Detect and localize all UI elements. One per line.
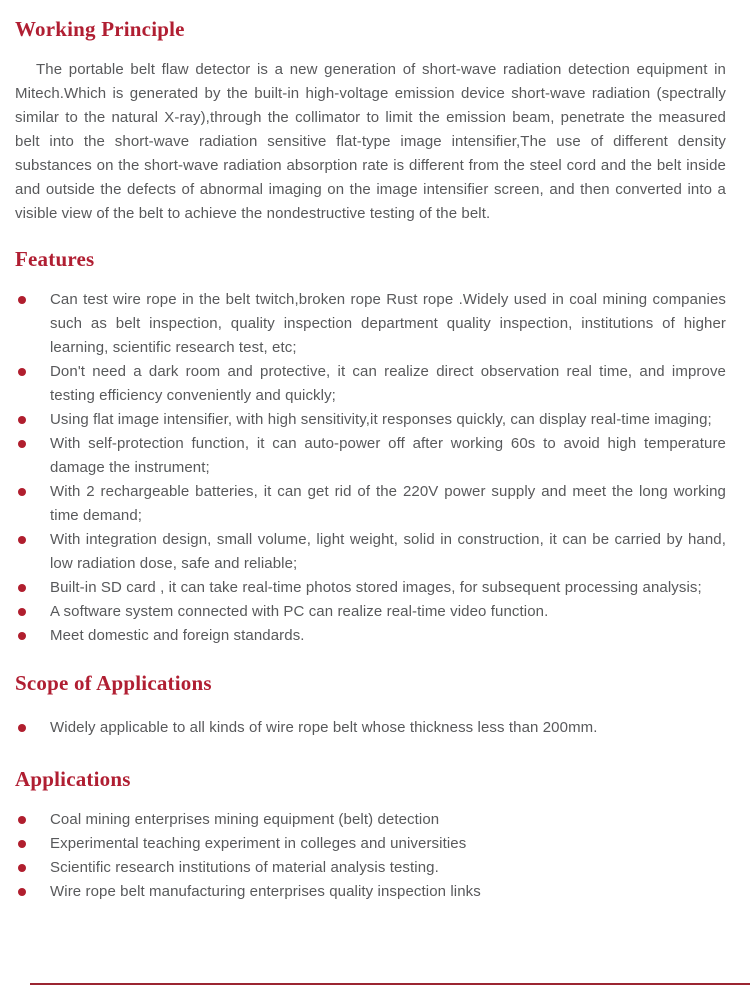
list-item [15, 528, 726, 576]
list-item [15, 432, 726, 480]
bottom-divider [30, 983, 750, 985]
list-item [15, 600, 726, 624]
section-heading-features: Features [15, 247, 95, 271]
bullet-icon [18, 864, 26, 872]
list-item-text: Widely applicable to all kinds of wire rope belt whose thickness less than 200mm. [50, 719, 598, 736]
bullet-icon [18, 536, 26, 544]
list-item [15, 716, 726, 740]
list-item-text: Experimental teaching experiment in colleges and universities [50, 835, 467, 852]
list-item [15, 832, 726, 856]
list-item-text: Using flat image intensifier, with high sensitivity,it responses quickly, can display real-time imaging; [50, 411, 712, 428]
bullet-icon [18, 368, 26, 376]
section-heading-scope-of-applications: Scope of Applications [15, 671, 212, 695]
list-item-text: With integration design, small volume, light weight, solid in construction, it can be carried by hand, low radiation dose, safe and reliable; [50, 531, 726, 572]
working-principle-paragraph: The portable belt flaw detector is a new generation of short-wave radiation detection equipment in Mitech.Which is generated by the built-in high-voltage emission device short-wave radiation (spectrally similar to the natural X-ray),through the collimator to limit the emission beam, penetrate the measured belt into the short-wave radiation sensitive flat-type image intensifier,The use of different density substances on the short-wave radiation absorption rate is different from the steel cord and the belt inside and outside the defects of abnormal imaging on the image intensifier screen, and then converted into a visible view of the belt to achieve the nondestructive testing of the belt. [15, 61, 726, 222]
list-item [15, 880, 726, 904]
list-item-text: With 2 rechargeable batteries, it can get rid of the 220V power supply and meet the long working time demand; [50, 483, 726, 524]
bullet-icon [18, 440, 26, 448]
bullet-icon [18, 296, 26, 304]
list-item [15, 624, 726, 648]
bullet-icon [18, 888, 26, 896]
list-item [15, 808, 726, 832]
section-heading-applications: Applications [15, 767, 131, 791]
list-item-text: Can test wire rope in the belt twitch,broken rope Rust rope .Widely used in coal mining companies such as belt inspection, quality inspection department quality inspection, institutions of higher learning, scientific research test, etc; [50, 291, 726, 356]
bullet-icon [18, 632, 26, 640]
features-list [15, 288, 726, 648]
bullet-icon [18, 488, 26, 496]
list-item-text: Meet domestic and foreign standards. [50, 627, 305, 644]
bullet-icon [18, 816, 26, 824]
list-item-text: Scientific research institutions of material analysis testing. [50, 859, 439, 876]
list-item [15, 480, 726, 528]
list-item [15, 408, 726, 432]
bullet-icon [18, 584, 26, 592]
list-item-text: With self-protection function, it can auto-power off after working 60s to avoid high temperature damage the instrument; [50, 435, 726, 476]
bullet-icon [18, 840, 26, 848]
list-item [15, 576, 726, 600]
list-item [15, 360, 726, 408]
list-item-text: Coal mining enterprises mining equipment (belt) detection [50, 811, 440, 828]
bullet-icon [18, 416, 26, 424]
scope-list [15, 716, 726, 740]
list-item-text: Built-in SD card , it can take real-time photos stored images, for subsequent processing analysis; [50, 579, 702, 596]
list-item [15, 856, 726, 880]
bullet-icon [18, 724, 26, 732]
bullet-icon [18, 608, 26, 616]
applications-list [15, 808, 726, 904]
section-heading-working-principle: Working Principle [15, 17, 185, 41]
list-item-text: Don't need a dark room and protective, it can realize direct observation real time, and improve testing efficiency conveniently and quickly; [50, 363, 726, 404]
list-item [15, 288, 726, 360]
list-item-text: A software system connected with PC can realize real-time video function. [50, 603, 549, 620]
list-item-text: Wire rope belt manufacturing enterprises quality inspection links [50, 883, 481, 900]
